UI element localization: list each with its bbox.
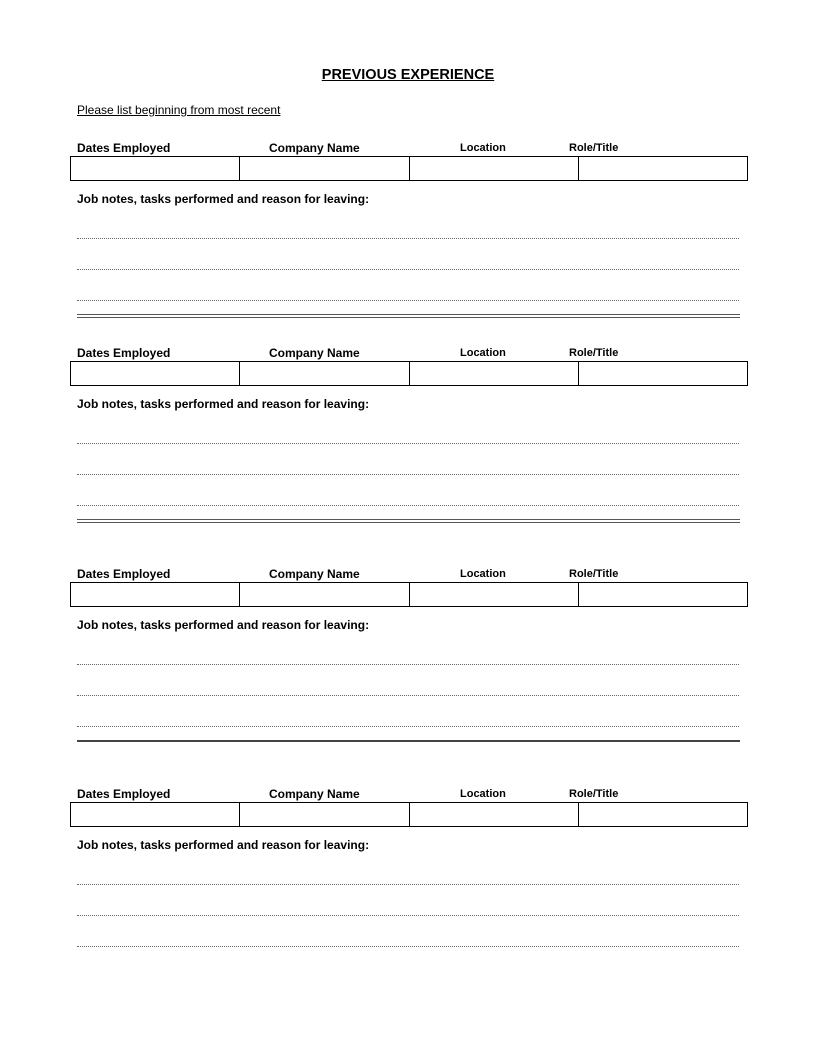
dates-employed-label: Dates Employed (77, 567, 171, 581)
company-name-field[interactable] (240, 362, 409, 385)
job-notes-label: Job notes, tasks performed and reason for leaving: (77, 192, 370, 206)
role-title-field[interactable] (579, 583, 747, 606)
employment-row (70, 802, 748, 827)
location-label: Location (460, 568, 506, 580)
location-label: Location (460, 142, 506, 154)
notes-line[interactable] (77, 474, 739, 475)
role-title-field[interactable] (579, 803, 747, 826)
location-label: Location (460, 347, 506, 359)
job-notes-label: Job notes, tasks performed and reason for leaving: (77, 618, 370, 632)
location-field[interactable] (410, 362, 579, 385)
company-name-field[interactable] (240, 803, 409, 826)
location-field[interactable] (410, 803, 579, 826)
role-title-label: Role/Title (569, 347, 619, 359)
location-field[interactable] (410, 157, 579, 180)
notes-line[interactable] (77, 443, 739, 444)
section-divider (77, 740, 740, 742)
dates-employed-label: Dates Employed (77, 141, 171, 155)
notes-line[interactable] (77, 238, 739, 239)
dates-employed-label: Dates Employed (77, 346, 171, 360)
section-divider (77, 519, 740, 523)
company-name-label: Company Name (269, 567, 360, 581)
notes-line[interactable] (77, 269, 739, 270)
dates-employed-field[interactable] (71, 157, 240, 180)
dates-employed-label: Dates Employed (77, 787, 171, 801)
notes-line[interactable] (77, 664, 739, 665)
notes-line[interactable] (77, 946, 739, 947)
dates-employed-field[interactable] (71, 583, 240, 606)
intro-text: Please list beginning from most recent (77, 103, 281, 117)
dates-employed-field[interactable] (71, 803, 240, 826)
notes-line[interactable] (77, 915, 739, 916)
employment-row (70, 582, 748, 607)
company-name-label: Company Name (269, 787, 360, 801)
employment-row (70, 361, 748, 386)
role-title-field[interactable] (579, 157, 747, 180)
role-title-label: Role/Title (569, 568, 619, 580)
role-title-label: Role/Title (569, 142, 619, 154)
company-name-label: Company Name (269, 141, 360, 155)
page-title: PREVIOUS EXPERIENCE (321, 67, 495, 83)
notes-line[interactable] (77, 695, 739, 696)
company-name-field[interactable] (240, 157, 409, 180)
notes-line[interactable] (77, 726, 739, 727)
employment-row (70, 156, 748, 181)
section-divider (77, 314, 740, 318)
job-notes-label: Job notes, tasks performed and reason for leaving: (77, 397, 370, 411)
location-label: Location (460, 788, 506, 800)
job-notes-label: Job notes, tasks performed and reason for leaving: (77, 838, 370, 852)
company-name-field[interactable] (240, 583, 409, 606)
notes-line[interactable] (77, 884, 739, 885)
location-field[interactable] (410, 583, 579, 606)
notes-line[interactable] (77, 300, 739, 301)
notes-line[interactable] (77, 505, 739, 506)
role-title-label: Role/Title (569, 788, 619, 800)
role-title-field[interactable] (579, 362, 747, 385)
company-name-label: Company Name (269, 346, 360, 360)
dates-employed-field[interactable] (71, 362, 240, 385)
